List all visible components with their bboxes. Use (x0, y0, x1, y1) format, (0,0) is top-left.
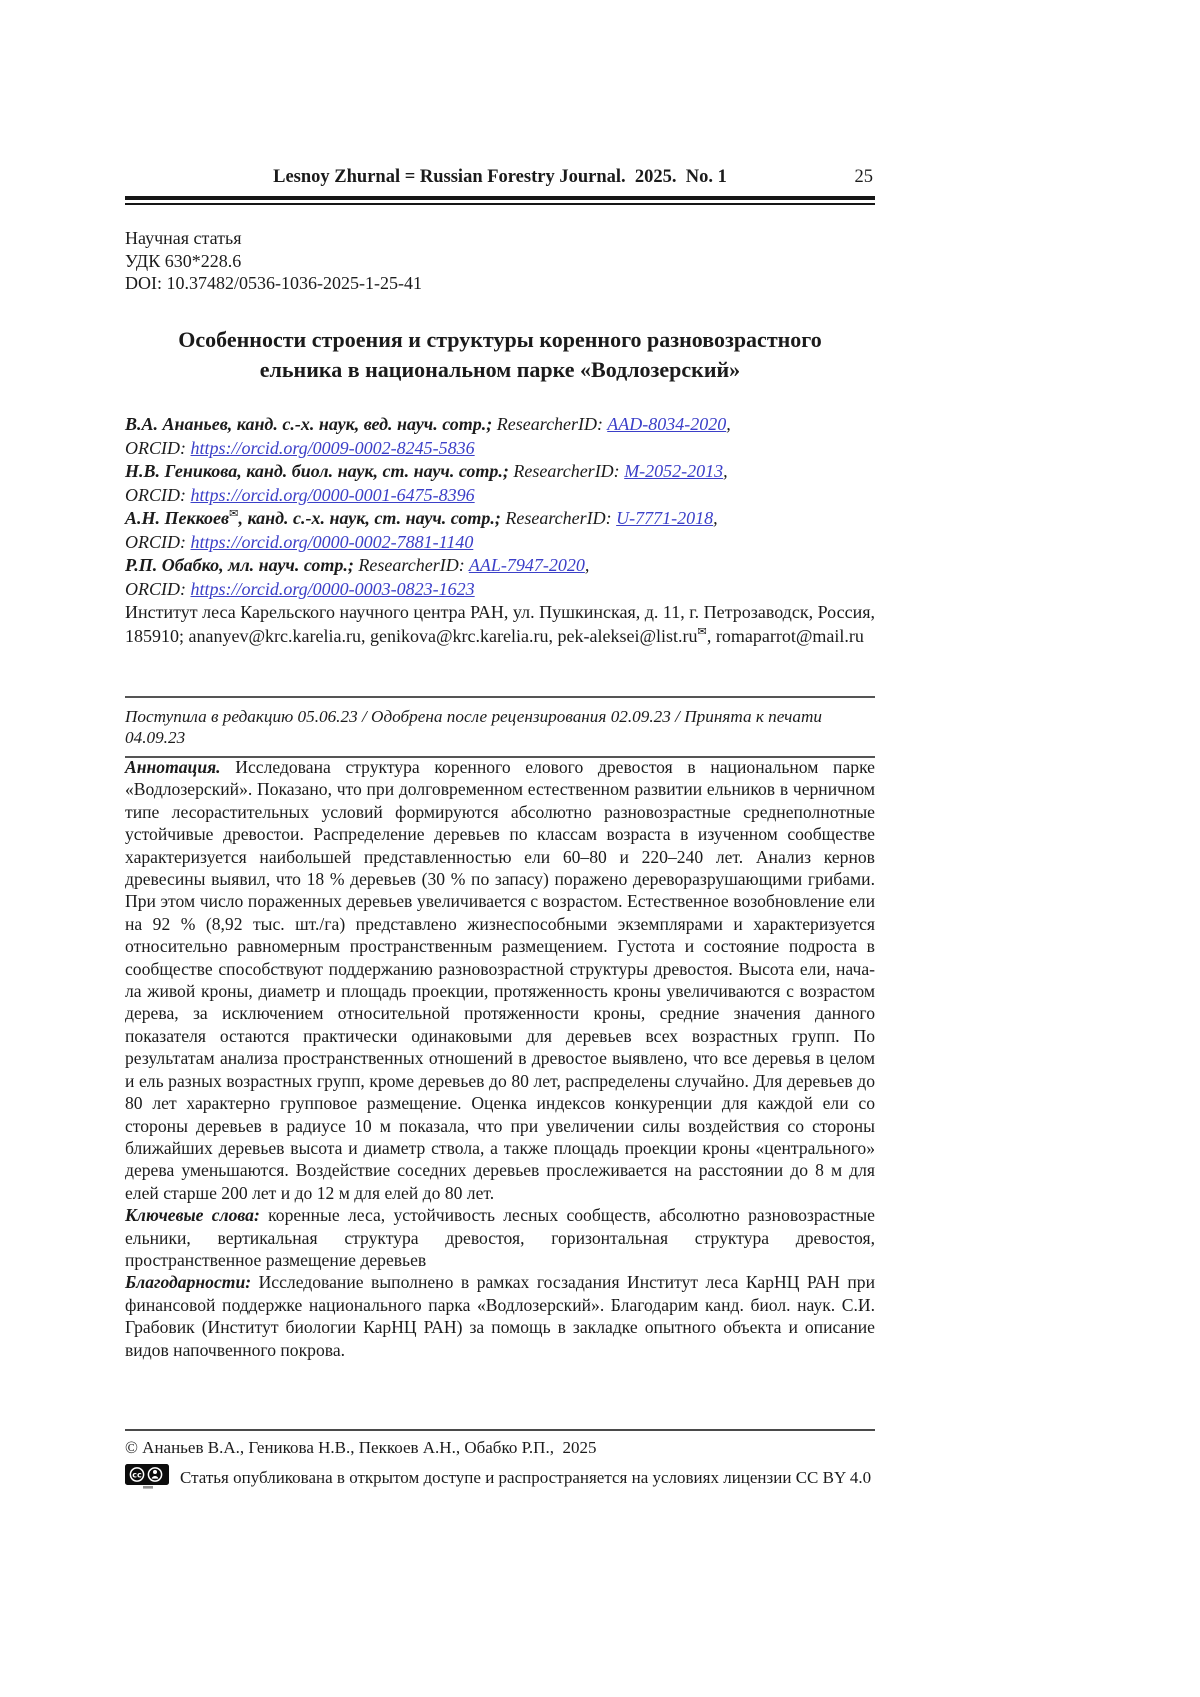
orcid-label: ORCID: (125, 578, 191, 599)
comma: , (713, 508, 718, 528)
cc-person-icon (153, 1470, 157, 1474)
author-3-name: А.Н. Пеккоев (125, 508, 230, 528)
meta-block (125, 227, 875, 295)
authors-block (125, 413, 875, 648)
corresponding-email-envelope-icon: ✉ (697, 624, 707, 638)
affiliation (125, 601, 875, 648)
acknowledgements-label: Благодарности: (125, 1272, 252, 1293)
license-text: Статья опубликована в открытом доступе и распространяется на условиях лицензии CC BY 4.0 (180, 1467, 872, 1487)
abstract (125, 756, 875, 1204)
researcherid-label: ResearcherID: (508, 461, 625, 481)
keywords (125, 1204, 875, 1271)
acknowledgements (125, 1271, 875, 1361)
author-3 (125, 507, 875, 554)
udc-line: УДК 630*228.6 (125, 250, 242, 271)
comma: , (584, 555, 590, 575)
article-type: Научная статья (125, 228, 242, 248)
researcherid-label: ResearcherID: (353, 555, 469, 575)
author-3-orcid-link[interactable]: https://orcid.org/0000-0002-7881-1140 (190, 531, 474, 552)
article-title-line2: ельника в национальном парке «Водлозерский» (259, 357, 741, 382)
author-3-researcherid-link[interactable]: U-7771-2018 (616, 508, 714, 528)
page-number: 25 (854, 167, 873, 187)
abstract-label: Аннотация. (125, 757, 221, 777)
dates-strip (125, 696, 875, 758)
author-1-researcherid-link[interactable]: AAD-8034-2020 (607, 414, 727, 434)
footer (125, 1429, 875, 1490)
author-4-researcherid-link[interactable]: AAL-7947-2020 (468, 555, 585, 575)
article-title-line1: Особенности строения и структуры коренного разновозрастного (178, 327, 822, 352)
received-dates: Поступила в редакцию 05.06.23 / Одобрена после рецензирования 02.09.23 / Принята к печати 04.09.23 (125, 707, 822, 747)
author-4-name: Р.П. Обабко (125, 555, 220, 575)
author-4 (125, 554, 875, 601)
author-2-researcherid-link[interactable]: M-2052-2013 (624, 461, 724, 481)
researcherid-label: ResearcherID: (500, 508, 617, 528)
comma: , (723, 461, 728, 481)
author-2-orcid-link[interactable]: https://orcid.org/0000-0001-6475-8396 (190, 484, 475, 505)
cc-by-icon (125, 1464, 171, 1490)
author-1-orcid-link[interactable]: https://orcid.org/0009-0002-8245-5836 (190, 437, 475, 458)
author-1 (125, 413, 875, 460)
corresponding-author-envelope-icon: ✉ (229, 507, 239, 520)
keywords-text: коренные леса, устойчивость лесных сообществ, абсолютно разновозрастные ельники, вертикальная структура древостоя, горизонтальная структура древостоя, пространственное размещение деревьев (125, 1205, 875, 1270)
orcid-label: ORCID: (125, 484, 191, 505)
orcid-label: ORCID: (125, 531, 191, 552)
author-2-name: Н.В. Геникова (125, 461, 238, 481)
affiliation-text: Институт леса Карельского научного центра РАН, ул. Пушкинская, д. 11, г. Петрозаводск, Россия, 185910; ananyev@krc.karelia.ru, genikova@krc.karelia.ru, pek-aleksei@list.ru (125, 602, 875, 646)
running-head (125, 165, 875, 191)
author-2 (125, 460, 875, 507)
header-double-rule (125, 196, 875, 205)
author-2-degrees: , канд. биол. наук, ст. науч. сотр.; (237, 461, 509, 481)
orcid-label: ORCID: (125, 437, 191, 458)
author-4-orcid-link[interactable]: https://orcid.org/0000-0003-0823-1623 (190, 578, 475, 599)
license-row (125, 1464, 875, 1490)
article-title (125, 325, 875, 385)
comma: , (726, 414, 731, 434)
author-4-degrees: , мл. науч. сотр.; (219, 555, 354, 575)
acknowledgements-text: Исследование выполнено в рамках госзадания Институт леса КарНЦ РАН при финансовой поддержке национального парка «Водлозерский». Благодарим канд. биол. наук. С.И. Грабовик (Институт биологии КарНЦ РАН) за помощь в закладке опытного объекта и описание видов напочвенного покрова. (125, 1272, 875, 1360)
cc-letters: cc (132, 1470, 142, 1480)
author-1-name: В.А. Ананьев (125, 414, 228, 434)
author-3-degrees: , канд. с.-х. наук, ст. науч. сотр.; (238, 508, 501, 528)
article-front-matter (125, 756, 875, 1361)
researcherid-label: ResearcherID: (492, 414, 608, 434)
author-1-degrees: , канд. с.-х. наук, вед. науч. сотр.; (227, 414, 493, 434)
affiliation-text-tail: , romaparrot@mail.ru (706, 625, 864, 646)
journal-header: Lesnoy Zhurnal = Russian Forestry Journal. 2025. No. 1 (273, 167, 727, 187)
keywords-label: Ключевые слова: (125, 1205, 260, 1226)
copyright-line: © Ананьев В.А., Геникова Н.В., Пеккоев А.Н., Обабко Р.П., 2025 (125, 1438, 597, 1457)
abstract-text: Исследована структура коренного елового древостоя в национальном парке «Водлозерский». Показано, что при долговременном естественном развитии ельников в черничном типе лесорастительных условий формируются абсолютно разновозрастные среднеполнотные устойчивые древостои. Распределение деревьев по классам возраста в изученном сообществе характеризуется наибольшей представленностью ели 60–80 и 220–240 лет. Анализ кернов древесины выявил, что 18 % деревьев (30 % по запасу) поражено дереворазрушающими грибами. При этом число пораженных деревьев увеличивается с возрастом. Естественное возобновление ели на 92 % (8,92 тыс. шт./га) представлено жизнеспособными экземплярами и характеризуется относительно равномерным пространственным размещением. Густота и состояние подроста в сообществе способствуют поддержанию разновозрастной структуры древостоя. Высота ели, начала живой кроны, диаметр и площадь проекции, протяженность кроны увеличиваются с возрастом дерева, за исключением относительной протяженности кроны, средние значения данного показателя остаются практически одинаковыми для деревьев всех возрастных групп. По результатам анализа пространственных отношений в древостое выявлено, что все деревья в целом и ель разных возрастных групп, кроме деревьев до 80 лет, распределены случайно. Для деревьев до 80 лет характерно групповое размещение. Оценка индексов конкуренции для каждой ели со стороны деревьев в радиусе 10 м показала, что при увеличении силы воздействия со стороны ближайших деревьев высота и диаметр ствола, а также площадь проекции кроны «центрального» дерева уменьшаются. Воздействие соседних деревьев прослеживается на расстоянии до 8 м для елей старше 200 лет и до 12 м для елей до 80 лет. (125, 757, 875, 1203)
doi-line: DOI: 10.37482/0536-1036-2025-1-25-41 (125, 273, 422, 294)
cc-by-sublabel (143, 1486, 153, 1489)
